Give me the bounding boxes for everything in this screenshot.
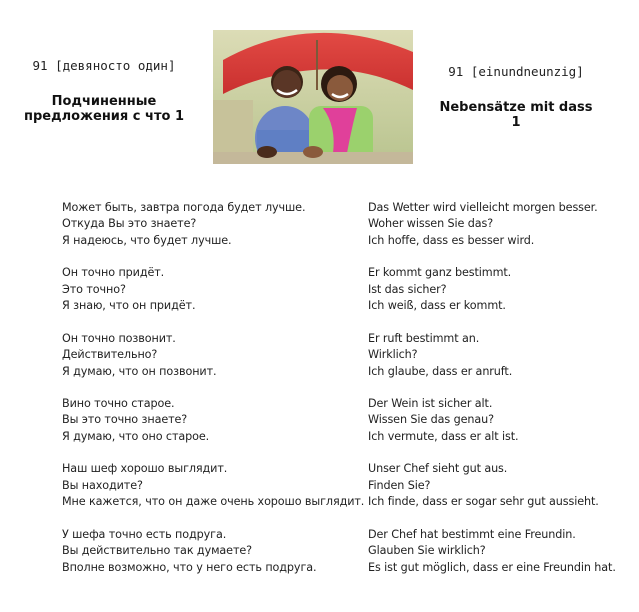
- sentence-group: [62, 200, 362, 249]
- russian-sentence: Вы находите?: [62, 478, 143, 492]
- lesson-number-german: 91 [einundneunzig]: [448, 64, 584, 79]
- german-sentence: Ich hoffe, dass es besser wird.: [368, 233, 535, 247]
- lesson-title-german: Nebensätze mit dass 1: [439, 100, 593, 130]
- german-sentence: Woher wissen Sie das?: [368, 217, 494, 231]
- sentence-group: [62, 396, 362, 445]
- german-sentence: Wissen Sie das genau?: [368, 413, 494, 427]
- russian-sentence: Он точно позвонит.: [62, 331, 176, 345]
- sentence-group: [368, 200, 633, 249]
- russian-sentence: Он точно придёт.: [62, 266, 165, 280]
- german-sentence: Finden Sie?: [368, 478, 431, 492]
- russian-sentence: Я знаю, что он придёт.: [62, 299, 196, 313]
- german-sentence: Der Wein ist sicher alt.: [368, 397, 493, 411]
- russian-sentence: У шефа точно есть подруга.: [62, 527, 227, 541]
- german-sentence: Ich finde, dass er sogar sehr gut aussieht.: [368, 495, 599, 509]
- russian-sentence: Вы действительно так думаете?: [62, 544, 253, 558]
- russian-sentence: Это точно?: [62, 282, 126, 296]
- sentence-group: [62, 527, 362, 576]
- german-sentence: Ich weiß, dass er kommt.: [368, 299, 506, 313]
- lesson-number-russian: 91 [девяносто один]: [32, 58, 176, 73]
- sentence-group: [62, 331, 362, 380]
- russian-sentence: Откуда Вы это знаете?: [62, 217, 197, 231]
- sentence-group: [368, 527, 633, 576]
- russian-sentence: Вино точно старое.: [62, 397, 175, 411]
- russian-sentence: Я надеюсь, что будет лучше.: [62, 233, 232, 247]
- german-sentence: Ich vermute, dass er alt ist.: [368, 429, 519, 443]
- russian-sentence: Я думаю, что оно старое.: [62, 429, 210, 443]
- german-sentence: Es ist gut möglich, dass er eine Freundin hat.: [368, 560, 616, 574]
- sentence-group: [368, 265, 633, 314]
- russian-sentences-column: [62, 200, 365, 576]
- sentence-group: [368, 461, 633, 510]
- russian-sentence: Вы это точно знаете?: [62, 413, 188, 427]
- sentence-group: [368, 331, 633, 380]
- german-sentence: Er kommt ganz bestimmt.: [368, 266, 512, 280]
- sentence-group: [62, 461, 365, 510]
- lesson-title-russian: Подчиненные предложения с что 1: [24, 94, 184, 124]
- lesson-header-russian: [18, 58, 190, 124]
- german-sentence: Er ruft bestimmt an.: [368, 331, 480, 345]
- german-sentence: Glauben Sie wirklich?: [368, 544, 486, 558]
- lesson-photo: [213, 30, 413, 164]
- german-sentence: Der Chef hat bestimmt eine Freundin.: [368, 527, 576, 541]
- lesson-header-german: [436, 64, 596, 130]
- german-sentence: Ist das sicher?: [368, 282, 447, 296]
- sentence-group: [368, 396, 633, 445]
- german-sentences-column: [368, 200, 633, 576]
- russian-sentence: Может быть, завтра погода будет лучше.: [62, 201, 306, 214]
- german-sentence: Wirklich?: [368, 348, 418, 362]
- russian-sentence: Наш шеф хорошо выглядит.: [62, 462, 228, 476]
- sentence-group: [62, 265, 362, 314]
- russian-sentence: Действительно?: [62, 348, 158, 362]
- russian-sentence: Мне кажется, что он даже очень хорошо выглядит.: [62, 495, 365, 509]
- german-sentence: Unser Chef sieht gut aus.: [368, 462, 508, 476]
- russian-sentence: Вполне возможно, что у него есть подруга.: [62, 560, 317, 574]
- german-sentence: Ich glaube, dass er anruft.: [368, 364, 513, 378]
- russian-sentence: Я думаю, что он позвонит.: [62, 364, 217, 378]
- german-sentence: Das Wetter wird vielleicht morgen besser.: [368, 201, 598, 214]
